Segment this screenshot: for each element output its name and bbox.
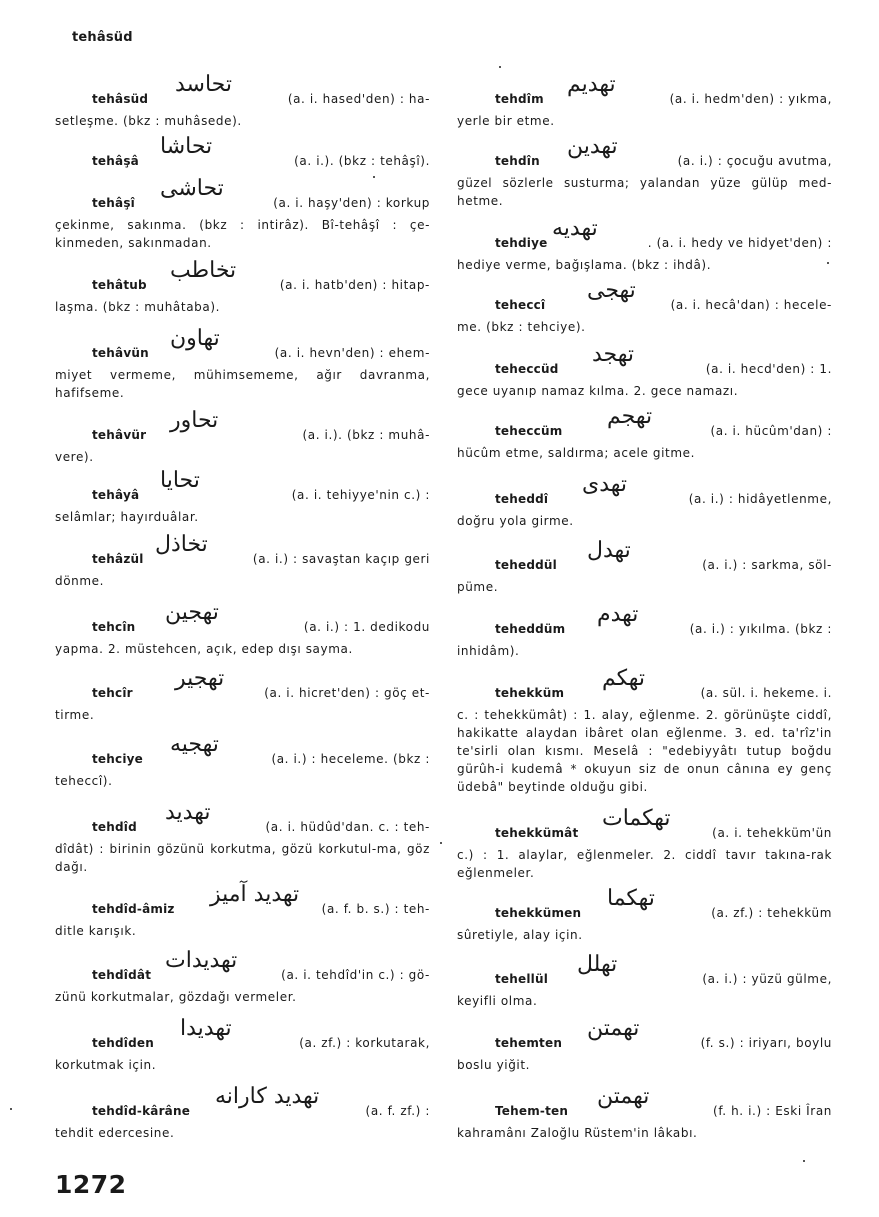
entry-first-line xyxy=(55,258,430,294)
dictionary-entry xyxy=(55,134,430,170)
entry-first-line xyxy=(457,1016,832,1052)
dictionary-entry xyxy=(55,532,430,590)
dictionary-entry xyxy=(55,468,430,526)
scan-speck xyxy=(499,66,501,68)
dictionary-entry xyxy=(457,72,832,130)
headword: tehdîdât xyxy=(92,968,152,982)
arabic-script: تهدیه xyxy=(552,216,598,241)
headword: tehdîn xyxy=(495,154,540,168)
dictionary-entry xyxy=(55,882,430,940)
arabic-script: تهدید کارانه xyxy=(215,1084,320,1109)
definition-start: (a. i. tehdîd'in c.) : gö- xyxy=(281,968,430,982)
headword: teheddüm xyxy=(495,622,566,636)
definition-continuation: kahramânı Zaloğlu Rüstem'in lâkabı. xyxy=(457,1126,698,1140)
definition-continuation: c. : tehekkümât) : 1. alay, eğlenme. 2. görünüşte ciddî, hakikatte alaydan ibâret olan eğlenme. 3. ed. ta'rîz'in te'sirli olan kısmı. Meselâ : "edebiyyâtı tutup boğdu gürûh-i kudemâ * okuyun siz de onun cânına ey genç üdebâ" beytinde olduğu gibi. xyxy=(457,708,832,794)
definition-start: (a. i. hevn'den) : ehem- xyxy=(274,346,430,360)
definition-start: (a. f. b. s.) : teh- xyxy=(321,902,430,916)
arabic-script: تهجم xyxy=(607,404,653,429)
dictionary-entry xyxy=(55,72,430,130)
scan-speck xyxy=(373,176,375,178)
entry-first-line xyxy=(55,326,430,362)
definition-continuation: çekinme, sakınma. (bkz : intirâz). Bî-tehâşî : çe-kinmeden, sakınmadan. xyxy=(55,218,430,250)
entry-first-line xyxy=(457,216,832,252)
definition-start: (a. i.). (bkz : muhâ- xyxy=(302,428,430,442)
definition-start: (a. i. hased'den) : ha- xyxy=(287,92,430,106)
running-head: tehâsüd xyxy=(72,30,133,45)
arabic-script: تهلل xyxy=(577,952,618,977)
entry-first-line xyxy=(55,600,430,636)
arabic-script: تهدید آمیز xyxy=(210,882,300,907)
definition-continuation: sûretiyle, alay için. xyxy=(457,928,583,942)
dictionary-entry xyxy=(457,342,832,400)
entry-first-line xyxy=(457,278,832,314)
entry-first-line xyxy=(457,806,832,842)
definition-start: (a. f. zf.) : xyxy=(365,1104,430,1118)
definition-continuation: zünü korkutmalar, gözdağı vermeler. xyxy=(55,990,297,1004)
definition-start: (a. i.) : hidâyetlenme, xyxy=(688,492,832,506)
headword: tehcîr xyxy=(92,686,133,700)
arabic-script: تهدیم xyxy=(567,72,616,97)
dictionary-entry xyxy=(55,800,430,876)
page-number: 1272 xyxy=(55,1170,127,1199)
entry-first-line xyxy=(55,468,430,504)
entry-first-line xyxy=(55,134,430,170)
headword: tehdiye xyxy=(495,236,548,250)
dictionary-entry xyxy=(457,1016,832,1074)
entry-first-line xyxy=(457,1084,832,1120)
definition-start: (a. i.) : 1. dedikodu xyxy=(303,620,430,634)
dictionary-entry xyxy=(55,176,430,252)
arabic-script: تحاور xyxy=(170,408,219,433)
headword: tehdîd xyxy=(92,820,137,834)
definition-continuation: tehdit edercesine. xyxy=(55,1126,175,1140)
definition-continuation: miyet vermeme, mühimsememe, ağır davranma, hafifseme. xyxy=(55,368,430,400)
arabic-script: تهکمات xyxy=(602,806,671,831)
arabic-script: تهجین xyxy=(165,600,219,625)
dictionary-entry xyxy=(55,732,430,790)
dictionary-entry xyxy=(55,1016,430,1074)
definition-start: (a. i.) : yıkılma. (bkz : xyxy=(689,622,832,636)
entry-first-line xyxy=(55,1084,430,1120)
dictionary-entry xyxy=(55,1084,430,1142)
arabic-script: تهکما xyxy=(607,886,655,911)
entry-first-line xyxy=(55,732,430,768)
definition-start: (a. i. hecâ'dan) : hecele- xyxy=(670,298,832,312)
headword: teheddî xyxy=(495,492,549,506)
arabic-script: تهدم xyxy=(597,602,639,627)
scan-speck xyxy=(10,1108,12,1110)
dictionary-entry xyxy=(457,472,832,530)
definition-start: (a. i. hatb'den) : hitap- xyxy=(279,278,430,292)
headword: tehciye xyxy=(92,752,144,766)
headword: tehdîden xyxy=(92,1036,154,1050)
scan-speck xyxy=(803,1160,805,1162)
dictionary-entry xyxy=(457,1084,832,1142)
definition-continuation: korkutmak için. xyxy=(55,1058,157,1072)
headword: tehellül xyxy=(495,972,549,986)
dictionary-entry xyxy=(457,806,832,882)
definition-start: (a. i. hecd'den) : 1. xyxy=(705,362,832,376)
definition-continuation: keyifli olma. xyxy=(457,994,538,1008)
entry-first-line xyxy=(55,666,430,702)
definition-continuation: tirme. xyxy=(55,708,95,722)
dictionary-entry xyxy=(55,326,430,402)
headword: tehekkümen xyxy=(495,906,582,920)
headword: tehcîn xyxy=(92,620,136,634)
arabic-script: تهدل xyxy=(587,538,631,563)
definition-start: (a. i. haşy'den) : korkup xyxy=(273,196,430,210)
headword: tehâşâ xyxy=(92,154,139,168)
definition-continuation: c.) : 1. alaylar, eğlenmeler. 2. ciddî tavır takına-rak eğlenmeler. xyxy=(457,848,832,880)
headword: tehâvür xyxy=(92,428,147,442)
definition-continuation: doğru yola girme. xyxy=(457,514,574,528)
arabic-script: تهدیدات xyxy=(165,948,238,973)
scan-speck xyxy=(827,262,829,264)
headword: teheccüm xyxy=(495,424,563,438)
entry-first-line xyxy=(457,602,832,638)
entry-first-line xyxy=(55,176,430,212)
headword: teheccî xyxy=(495,298,546,312)
entry-first-line xyxy=(457,134,832,170)
definition-continuation: setleşme. (bkz : muhâsede). xyxy=(55,114,242,128)
definition-continuation: gece uyanıp namaz kılma. 2. gece namazı. xyxy=(457,384,739,398)
dictionary-entry xyxy=(457,952,832,1010)
definition-continuation: dönme. xyxy=(55,574,105,588)
arabic-script: تهجیر xyxy=(175,666,225,691)
arabic-script: تخاذل xyxy=(155,532,208,557)
definition-start: (a. i. hicret'den) : göç et- xyxy=(264,686,430,700)
arabic-script: تهجیه xyxy=(170,732,219,757)
entry-first-line xyxy=(457,886,832,922)
definition-start: (a. i.) : yüzü gülme, xyxy=(702,972,832,986)
definition-start: (a. i.) : çocuğu avutma, xyxy=(677,154,832,168)
headword: teheccüd xyxy=(495,362,559,376)
definition-start: . (a. i. hedy ve hidyet'den) : xyxy=(647,236,832,250)
definition-continuation: hediye verme, bağışlama. (bkz : ihdâ). xyxy=(457,258,712,272)
definition-continuation: dîdât) : birinin gözünü korkutma, gözü korkutul-ma, göz dağı. xyxy=(55,842,430,874)
dictionary-entry xyxy=(457,134,832,210)
headword: tehâtub xyxy=(92,278,147,292)
definition-continuation: ditle karışık. xyxy=(55,924,137,938)
arabic-script: تحاشی xyxy=(160,176,224,201)
scan-speck xyxy=(440,842,442,844)
dictionary-entry xyxy=(457,404,832,462)
definition-start: (a. i. tehiyye'nin c.) : xyxy=(291,488,430,502)
arabic-script: تهدین xyxy=(567,134,618,159)
dictionary-entry xyxy=(457,666,832,796)
headword: tehemten xyxy=(495,1036,563,1050)
arabic-script: تهدید xyxy=(165,800,211,825)
entry-first-line xyxy=(55,800,430,836)
arabic-script: تحاسد xyxy=(175,72,233,97)
definition-start: (a. i. hüdûd'dan. c. : teh- xyxy=(265,820,430,834)
definition-continuation: püme. xyxy=(457,580,499,594)
entry-first-line xyxy=(55,882,430,918)
arabic-script: تهدی xyxy=(582,472,628,497)
entry-first-line xyxy=(457,72,832,108)
headword: tehdîd-kârâne xyxy=(92,1104,191,1118)
arabic-script: تهکم xyxy=(602,666,646,691)
headword: Tehem-ten xyxy=(495,1104,569,1118)
dictionary-entry xyxy=(55,408,430,466)
headword: tehâsüd xyxy=(92,92,149,106)
arabic-script: تخاطب xyxy=(170,258,237,283)
definition-continuation: me. (bkz : tehciye). xyxy=(457,320,586,334)
entry-first-line xyxy=(55,72,430,108)
definition-continuation: boslu yiğit. xyxy=(457,1058,531,1072)
dictionary-entry xyxy=(55,258,430,316)
definition-start: (a. i.) : sarkma, söl- xyxy=(702,558,832,572)
definition-continuation: teheccî). xyxy=(55,774,113,788)
arabic-script: تهجی xyxy=(587,278,636,303)
definition-continuation: laşma. (bkz : muhâtaba). xyxy=(55,300,221,314)
definition-continuation: yapma. 2. müstehcen, açık, edep dışı sayma. xyxy=(55,642,353,656)
definition-continuation: hücûm etme, saldırma; acele gitme. xyxy=(457,446,696,460)
entry-first-line xyxy=(55,408,430,444)
definition-start: (a. i. hedm'den) : yıkma, xyxy=(669,92,832,106)
headword: tehekküm xyxy=(495,686,565,700)
definition-start: (a. i.) : savaştan kaçıp geri xyxy=(252,552,430,566)
headword: tehâşî xyxy=(92,196,135,210)
definition-start: (f. h. i.) : Eski Îran xyxy=(713,1104,832,1118)
entry-first-line xyxy=(55,532,430,568)
headword: tehâvün xyxy=(92,346,149,360)
headword: tehâzül xyxy=(92,552,144,566)
definition-continuation: yerle bir etme. xyxy=(457,114,555,128)
definition-continuation: inhidâm). xyxy=(457,644,520,658)
entry-first-line xyxy=(457,404,832,440)
headword: teheddül xyxy=(495,558,557,572)
dictionary-entry xyxy=(55,666,430,724)
headword: tehdîm xyxy=(495,92,544,106)
dictionary-entry xyxy=(457,216,832,274)
arabic-script: تحاشا xyxy=(160,134,213,159)
dictionary-entry xyxy=(457,602,832,660)
entry-first-line xyxy=(55,948,430,984)
definition-start: (f. s.) : iriyarı, boylu xyxy=(700,1036,832,1050)
entry-first-line xyxy=(457,538,832,574)
dictionary-entry xyxy=(457,538,832,596)
definition-start: (a. i. tehekküm'ün xyxy=(712,826,832,840)
dictionary-entry xyxy=(457,886,832,944)
entry-first-line xyxy=(457,666,832,702)
definition-start: (a. i.) : heceleme. (bkz : xyxy=(271,752,430,766)
dictionary-entry xyxy=(457,278,832,336)
arabic-script: تهدیدا xyxy=(180,1016,232,1041)
definition-start: (a. sül. i. hekeme. i. xyxy=(700,686,832,700)
arabic-script: تهاون xyxy=(170,326,220,351)
arabic-script: تهمتن xyxy=(587,1016,640,1041)
definition-start: (a. i.). (bkz : tehâşî). xyxy=(294,154,430,168)
definition-continuation: selâmlar; hayırduâlar. xyxy=(55,510,199,524)
entry-first-line xyxy=(55,1016,430,1052)
definition-continuation: güzel sözlerle susturma; yalandan yüze gülüp med-hetme. xyxy=(457,176,832,208)
entry-first-line xyxy=(457,342,832,378)
definition-start: (a. zf.) : tehekküm xyxy=(711,906,832,920)
arabic-script: تهجد xyxy=(592,342,635,367)
arabic-script: تهمتن xyxy=(597,1084,650,1109)
headword: tehekkümât xyxy=(495,826,579,840)
dictionary-entry xyxy=(55,600,430,658)
dictionary-entry xyxy=(55,948,430,1006)
headword: tehâyâ xyxy=(92,488,140,502)
definition-start: (a. i. hücûm'dan) : xyxy=(710,424,832,438)
entry-first-line xyxy=(457,952,832,988)
headword: tehdîd-âmiz xyxy=(92,902,175,916)
definition-start: (a. zf.) : korkutarak, xyxy=(299,1036,430,1050)
definition-continuation: vere). xyxy=(55,450,94,464)
arabic-script: تحایا xyxy=(160,468,200,493)
entry-first-line xyxy=(457,472,832,508)
